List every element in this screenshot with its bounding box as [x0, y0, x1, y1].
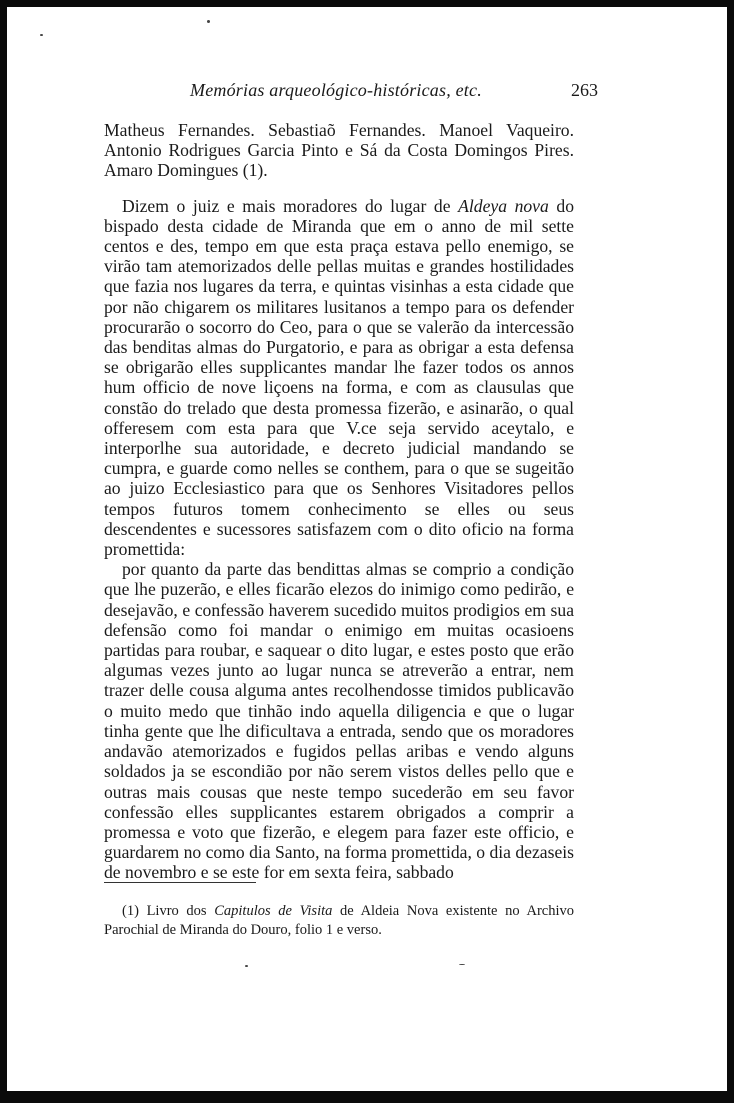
scan-speck	[245, 965, 248, 967]
scan-speck	[40, 34, 43, 36]
footnote-marker: (1)	[122, 903, 139, 919]
justification-paragraph: por quanto da parte das bendittas almas se comprio a condição que lhe puzerão, e elles ficarão elezos do inimigo como pedirão, e desejavão, e confessão haverem sucedido muitos prodigios em sua defensão como foi mandar o enimigo em muitas ocasioens partidas para roubar, e saquear o dito lugar, e estes posto que erão algumas vezes junto ao lugar nunca se atreverão a entrar, nem trazer delle cousa alguma antes recolhendosse timidos publicavão o muito medo que tinhão indo aquella diligencia e que o lugar tinha gente que lhe dificultava a entrada, sendo que os moradores andavão atemorizados e fugidos pellas aribas e vendo alguns soldados ja se escondião por não serem vistos delles pello que e outras mais cousas que neste tempo sucederão em seu favor confessão elles supplicantes estarem obrigados a comprir a promessa e voto que fizerão, e elegem para fazer este officio, e guardarem no como dia Santo, na forma promettida, o dia dezaseis de novembro e se este for em sexta feira, sabbado	[104, 559, 574, 883]
footnote-source-title: Capitulos de Visita	[214, 903, 333, 919]
names-paragraph: Matheus Fernandes. Sebastiaõ Fernandes. Manoel Vaqueiro. Antonio Rodrigues Garcia Pinto e Sá da Costa Domingos Pires. Amaro Domingues (1).	[104, 120, 574, 181]
petition-lead: Dizem o juiz e mais moradores do lugar de	[122, 195, 459, 216]
footnote-divider	[104, 882, 256, 883]
page-number: 263	[571, 80, 598, 100]
running-title: Memórias arqueológico-históricas, etc.	[190, 80, 482, 100]
scan-speck	[459, 964, 465, 965]
footnote-text: de Aldeia Nova existente no Archivo Parochial de Miranda do Douro, folio 1 e verso.	[104, 903, 574, 938]
place-name: Aldeya nova	[458, 195, 549, 216]
scan-speck	[207, 20, 210, 23]
footnote-lead: Livro dos	[138, 903, 215, 919]
footnote	[104, 902, 574, 939]
petition-paragraph	[104, 196, 574, 560]
page-header	[100, 80, 598, 104]
body-text	[104, 120, 574, 883]
petition-text: do bispado desta cidade de Miranda que em o anno de mil sette centos e des, tempo em que esta praça estava pello enemigo, se virão tam atemorizados delle pellas muitas e grandes hostilidades que fazia nos lugares da terra, e quintas visinhas a esta cidade que por não chigarem os militares lusitanos a tempo para os defender procurarão o socorro do Ceo, para o que se valerão da intercessão das benditas almas do Purgatorio, e para as obrigar a esta defensa se obrigarão elles supplicantes mandar lhe fazer todos os annos hum officio de nove liçoens na forma, e com as clausulas que constão do trelado que desta promessa fizerão, e asinarão, o qual offeresem com esta para que V.ce seja servido aceytalo, e interporlhe sua autoridade, e decreto judicial mandando se cumpra, e guarde como nelles se conthem, para o que se sugeitão ao juizo Ecclesiastico para que os Senhores Visitadores pellos tempos futuros tomem conhecimento se elles ou seus descendentes e sucessores satisfazem com o dito oficio na forma promettida:	[104, 195, 574, 560]
